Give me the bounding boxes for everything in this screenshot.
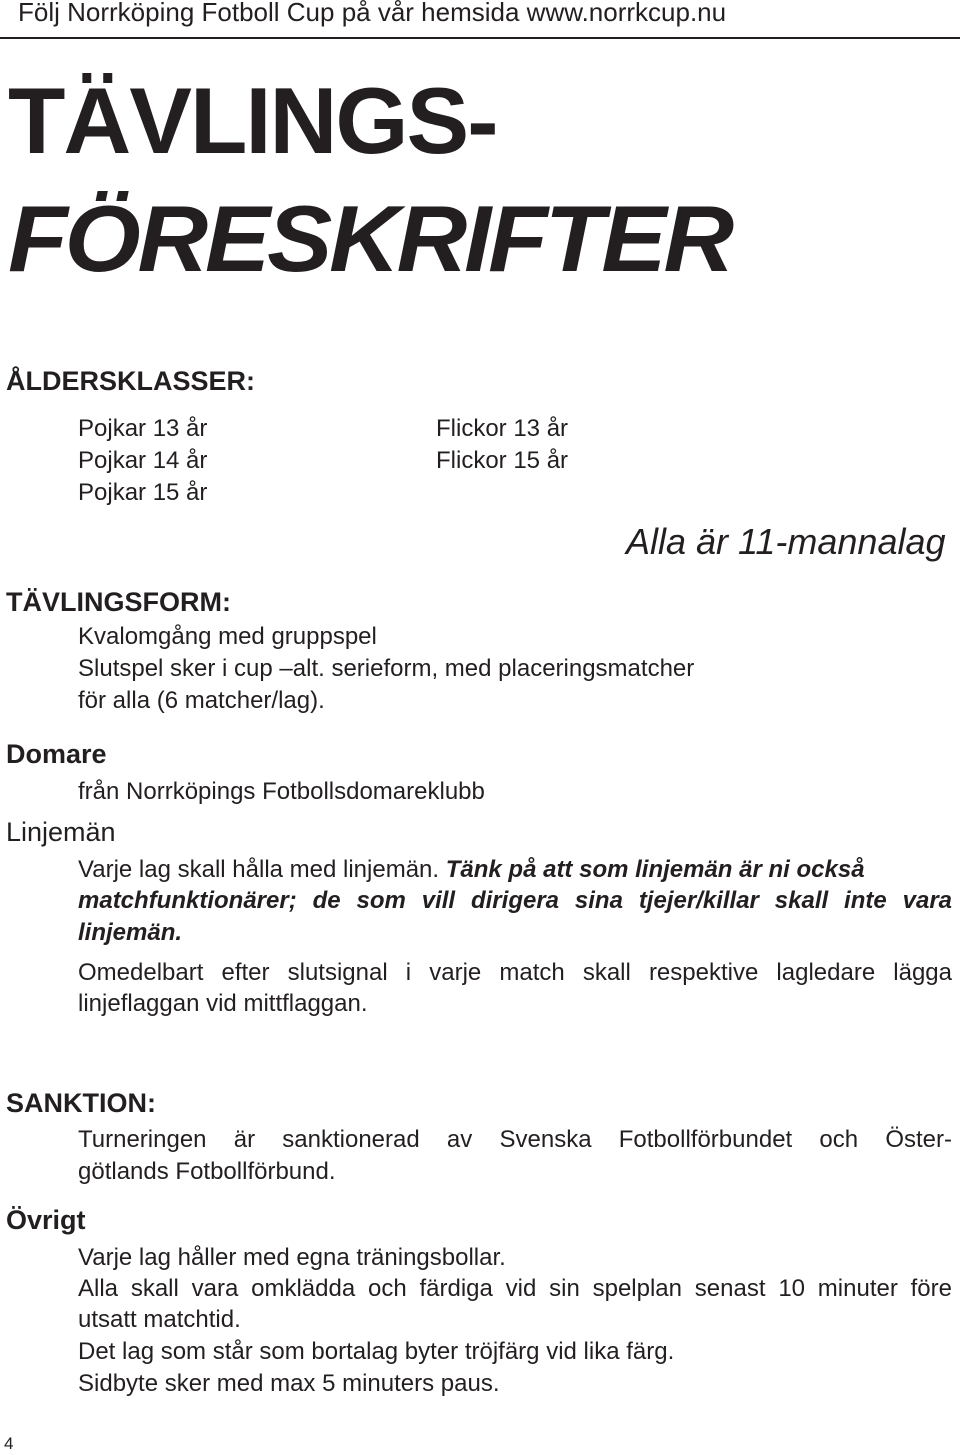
header-rule — [0, 37, 960, 39]
sanktion-heading: SANKTION: — [6, 1088, 156, 1118]
ovrigt-line-4: Det lag som står som bortalag byter tröjfärg vid lika färg. — [78, 1338, 675, 1365]
age-class-girls-13: Flickor 13 år — [436, 415, 569, 442]
linjeman-emphasis-2: matchfunktionärer; de som vill dirigera sina tjejer/killar skall inte vara — [78, 887, 952, 914]
domare-heading: Domare — [6, 739, 107, 769]
sanktion-line-2: götlands Fotbollförbund. — [78, 1158, 336, 1185]
ovrigt-heading: Övrigt — [6, 1205, 86, 1235]
linjeman-para2-line-1: Omedelbart efter slutsignal i varje match skall respektive lagledare lägga — [78, 959, 952, 986]
title-line-2: FÖRESKRIFTER — [8, 186, 731, 291]
linjeman-plain-text: Varje lag skall hålla med linjemän. — [78, 856, 446, 883]
team-size-note: Alla är 11-mannalag — [626, 521, 946, 562]
age-class-boys-15: Pojkar 15 år — [78, 479, 208, 506]
age-class-girls-15: Flickor 15 år — [436, 447, 569, 474]
website-link[interactable]: Följ Norrköping Fotboll Cup på vår hemsida www.norrkcup.nu — [18, 0, 727, 27]
page-number: 4 — [4, 1434, 14, 1453]
tavlingsform-heading: TÄVLINGSFORM: — [6, 587, 231, 617]
linjeman-para2-line-2: linjeflaggan vid mittflaggan. — [78, 990, 368, 1017]
ovrigt-line-1: Varje lag håller med egna träningsbollar. — [78, 1244, 506, 1271]
tavlingsform-line-1: Kvalomgång med gruppspel — [78, 623, 377, 650]
linjeman-line-1 — [78, 858, 865, 882]
ovrigt-line-2: Alla skall vara omklädda och färdiga vid sin spelplan senast 10 minuter före — [78, 1275, 952, 1302]
age-class-boys-14: Pojkar 14 år — [78, 447, 208, 474]
domare-text: från Norrköpings Fotbollsdomareklubb — [78, 778, 485, 805]
tavlingsform-line-2: Slutspel sker i cup –alt. serieform, med placeringsmatcher — [78, 655, 695, 682]
age-class-boys-13: Pojkar 13 år — [78, 415, 208, 442]
linjeman-emphasis-1: Tänk på att som linjemän är ni också — [445, 856, 865, 883]
ovrigt-line-5: Sidbyte sker med max 5 minuters paus. — [78, 1370, 500, 1397]
sanktion-line-1: Turneringen är sanktionerad av Svenska Fotbollförbundet och Öster- — [78, 1126, 952, 1153]
alderklasser-heading: ÅLDERSKLASSER: — [6, 366, 256, 396]
ovrigt-line-3: utsatt matchtid. — [78, 1306, 241, 1333]
linjeman-emphasis-3: linjemän. — [78, 919, 183, 946]
title-line-1: TÄVLINGS- — [8, 68, 497, 173]
tavlingsform-line-3: för alla (6 matcher/lag). — [78, 687, 325, 714]
linjeman-heading: Linjemän — [6, 817, 116, 847]
